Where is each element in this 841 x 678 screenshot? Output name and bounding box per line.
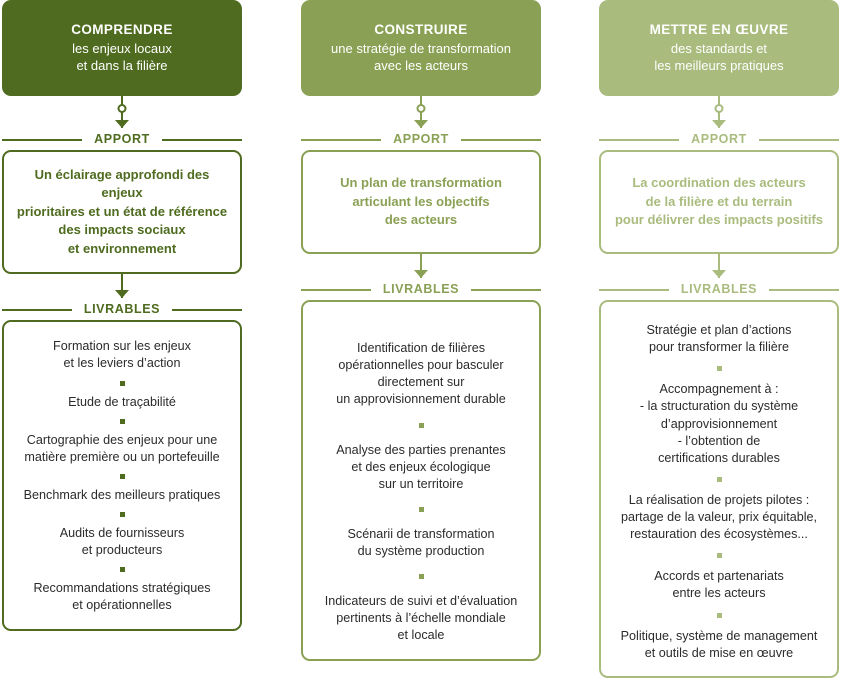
apport-line: prioritaires et un état de référence — [16, 203, 228, 219]
list-item-line: Accompagnement à : — [659, 382, 779, 397]
list-item — [313, 340, 529, 409]
list-item — [14, 487, 230, 504]
bullet-separator-icon — [419, 507, 424, 512]
bullet-separator-icon — [419, 423, 424, 428]
header-card-comprendre — [2, 0, 242, 96]
list-item-line: certifications durables — [658, 450, 780, 465]
list-item-line: Scénarii de transformation — [347, 526, 495, 541]
list-item-line: La réalisation de projets pilotes : — [628, 492, 810, 507]
header-subtitle-line1: une stratégie de transformation — [331, 40, 511, 56]
connector-header-to-apport — [301, 96, 541, 128]
list-item-line: - l’obtention de — [677, 433, 761, 448]
list-item-line: Recommandations stratégiques — [33, 581, 211, 596]
bullet-separator-icon — [120, 419, 125, 424]
livrables-card — [2, 320, 242, 630]
header-card-mettre-en-oeuvre — [599, 0, 839, 96]
connector-arrow-icon — [712, 120, 726, 128]
list-item-line: Formation sur les enjeux — [53, 339, 191, 354]
list-item-line: Audits de fournisseurs — [59, 526, 185, 541]
band-apport — [301, 128, 541, 150]
list-item — [611, 322, 827, 356]
list-item — [611, 381, 827, 467]
band-livrables — [599, 278, 839, 300]
list-item — [611, 628, 827, 662]
livrables-card — [599, 300, 839, 678]
apport-card — [2, 150, 242, 274]
list-item-line: Politique, système de management — [620, 628, 818, 643]
band-label: APPORT — [679, 132, 759, 146]
band-label: LIVRABLES — [72, 302, 172, 316]
list-item-line: Analyse des parties prenantes — [336, 442, 506, 457]
column-mettre-en-oeuvre — [599, 0, 839, 678]
connector-header-to-apport — [599, 96, 839, 128]
connector-apport-to-livrables — [599, 254, 839, 278]
list-item-line: entre les acteurs — [672, 586, 766, 601]
apport-line: Un éclairage approfondi des enjeux — [34, 167, 210, 201]
list-item — [14, 580, 230, 614]
list-item — [14, 394, 230, 411]
band-livrables — [301, 278, 541, 300]
connector-header-to-apport — [2, 96, 242, 128]
list-item — [14, 432, 230, 466]
list-item — [313, 526, 529, 560]
band-label: APPORT — [82, 132, 162, 146]
apport-line: pour délivrer des impacts positifs — [614, 212, 824, 228]
connector-arrow-icon — [115, 290, 129, 298]
connector-dot-icon — [417, 104, 426, 113]
list-item-line: matière première ou un portefeuille — [24, 449, 220, 464]
list-item — [313, 442, 529, 493]
list-item-line: partage de la valeur, prix équitable, — [620, 510, 818, 524]
list-item — [611, 492, 827, 543]
connector-arrow-icon — [414, 270, 428, 278]
list-item-line: et outils de mise en œuvre — [644, 645, 794, 660]
list-item — [14, 338, 230, 372]
header-card-construire — [301, 0, 541, 96]
list-item-line: Accords et partenariats — [654, 569, 784, 584]
list-item-line: opérationnelles pour basculer — [338, 358, 504, 373]
list-item-line: directement sur — [377, 375, 465, 390]
list-item-line: Identification de filières — [356, 341, 486, 355]
list-item-line: Benchmark des meilleurs pratiques — [23, 487, 221, 502]
list-item-line: et locale — [397, 628, 445, 643]
apport-line: des acteurs — [384, 212, 458, 228]
apport-line: de la filière et du terrain — [645, 193, 793, 209]
list-item-line: pour transformer la filière — [649, 340, 789, 355]
header-subtitle-line2: et dans la filière — [76, 58, 168, 74]
list-item-line: d’approvisionnement — [660, 416, 778, 431]
connector-arrow-icon — [115, 120, 129, 128]
list-item-line: un approvisionnement durable — [336, 392, 506, 407]
header-title: CONSTRUIRE — [374, 22, 468, 38]
bullet-separator-icon — [717, 477, 722, 482]
apport-line: Un plan de transformation — [340, 175, 502, 191]
list-item-line: et opérationnelles — [72, 598, 172, 613]
list-item-line: restauration des écosystèmes... — [630, 527, 808, 542]
list-item-line: du système production — [357, 544, 485, 558]
header-subtitle-line2: avec les acteurs — [374, 58, 468, 74]
connector-arrow-icon — [414, 120, 428, 128]
list-item-line: et des enjeux écologique — [351, 459, 491, 474]
apport-line: articulant les objectifs — [352, 193, 490, 209]
list-item-line: sur un territoire — [378, 476, 464, 491]
band-label: APPORT — [381, 132, 461, 146]
bullet-separator-icon — [120, 381, 125, 386]
connector-dot-icon — [715, 104, 724, 113]
list-item-line: Stratégie et plan d’actions — [646, 323, 792, 337]
bullet-separator-icon — [120, 567, 125, 572]
bullet-separator-icon — [717, 613, 722, 618]
connector-apport-to-livrables — [301, 254, 541, 278]
header-title: COMPRENDRE — [71, 22, 173, 38]
apport-card — [301, 150, 541, 254]
band-label: LIVRABLES — [669, 282, 769, 296]
list-item-line: pertinents à l’échelle mondiale — [336, 611, 506, 626]
band-label: LIVRABLES — [371, 282, 471, 296]
list-item-line: et producteurs — [81, 543, 163, 558]
header-title: METTRE EN ŒUVRE — [649, 22, 789, 38]
list-item-line: et les leviers d’action — [63, 356, 181, 371]
apport-line: et environnement — [67, 240, 177, 256]
list-item — [313, 593, 529, 644]
bullet-separator-icon — [419, 574, 424, 579]
header-subtitle-line2: les meilleurs pratiques — [654, 58, 784, 74]
list-item-line: Etude de traçabilité — [68, 394, 176, 409]
band-apport — [599, 128, 839, 150]
list-item-line: Indicateurs de suivi et d’évaluation — [324, 594, 518, 609]
apport-line: des impacts sociaux — [58, 222, 186, 238]
bullet-separator-icon — [120, 512, 125, 517]
livrables-card — [301, 300, 541, 661]
bullet-separator-icon — [717, 366, 722, 371]
band-apport — [2, 128, 242, 150]
connector-arrow-icon — [712, 270, 726, 278]
bullet-separator-icon — [717, 553, 722, 558]
list-item-line: Cartographie des enjeux pour une — [26, 432, 218, 447]
bullet-separator-icon — [120, 474, 125, 479]
connector-dot-icon — [118, 104, 127, 113]
list-item — [14, 525, 230, 559]
apport-line: La coordination des acteurs — [632, 175, 806, 191]
apport-card — [599, 150, 839, 254]
column-construire — [301, 0, 541, 661]
header-subtitle-line1: les enjeux locaux — [72, 40, 172, 56]
column-comprendre — [2, 0, 242, 631]
list-item-line: - la structuration du système — [639, 399, 799, 414]
header-subtitle-line1: des standards et — [670, 40, 768, 56]
connector-apport-to-livrables — [2, 274, 242, 298]
list-item — [611, 568, 827, 602]
band-livrables — [2, 298, 242, 320]
